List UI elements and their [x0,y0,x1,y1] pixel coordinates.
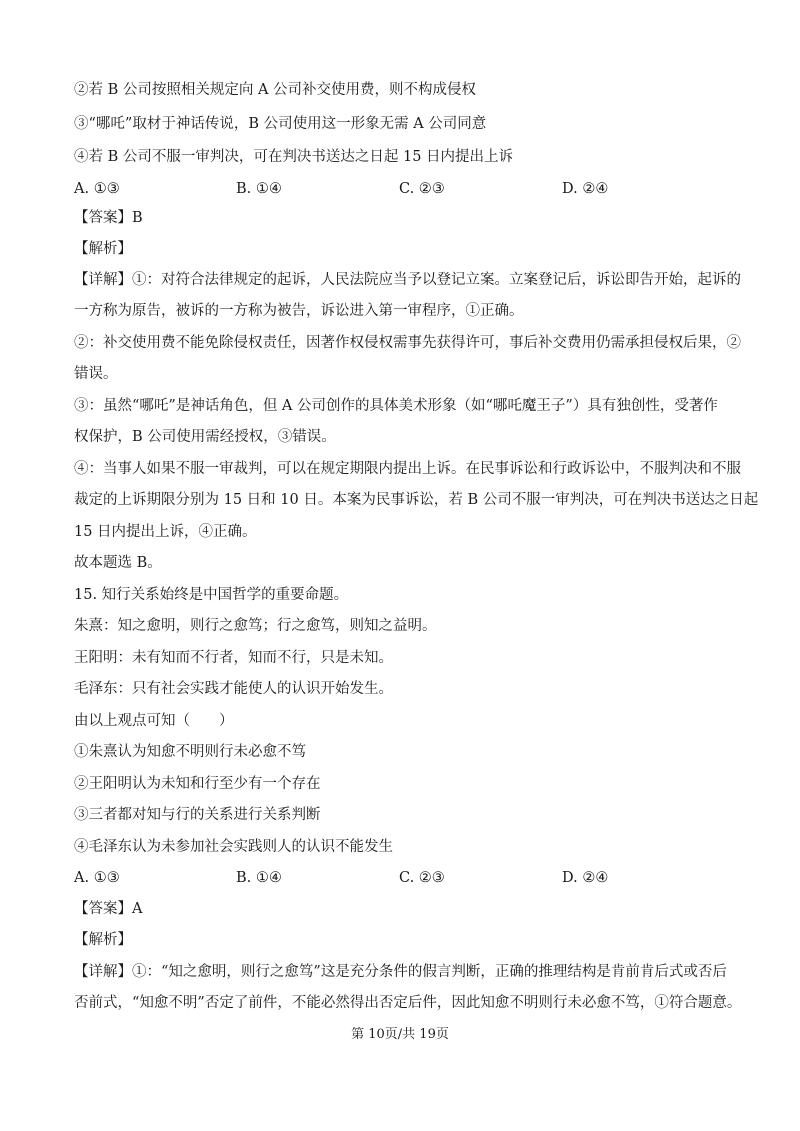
q14-explanation-line: 故本题选 B。 [74,555,162,571]
q14-explanation-line: 【详解】①：对符合法律规定的起诉，人民法院应当予以登记立案。立案登记后，诉讼即告开始，起诉的 [74,272,741,288]
q15-stem-line: 毛泽东：只有社会实践才能使人的认识开始发生。 [74,681,393,697]
q15-answer: 【答案】A [74,901,143,917]
q15-option-a: A. ①③ [74,870,120,886]
q15-item-4: ④毛泽东认为未参加社会实践则人的认识不能发生 [74,839,393,855]
q15-stem-line: 由以上观点可知（ ） [74,713,234,729]
q14-answer: 【答案】B [74,210,143,226]
q15-item-2: ②王阳明认为未知和行至少有一个存在 [74,776,321,792]
q14-option-b: B. ①④ [236,181,282,197]
q15-option-d: D. ②④ [562,870,609,886]
q15-stem-line: 朱熹：知之愈明，则行之愈笃；行之愈笃，则知之益明。 [74,618,437,634]
q14-explanation-line: ②：补交使用费不能免除侵权责任，因著作权侵权需事先获得许可，事后补交费用仍需承担侵权后果，② [74,335,741,351]
q15-explanation-line: 【详解】①：“知之愈明，则行之愈笃”这是充分条件的假言判断，正确的推理结构是肯前肯后式或否后 [74,964,727,980]
q14-option-d: D. ②④ [562,181,609,197]
q14-item-2: ②若 B 公司按照相关规定向 A 公司补交使用费，则不构成侵权 [74,82,477,98]
q15-explanation-line: 否前式，“知愈不明”否定了前件，不能必然得出否定后件，因此知愈不明则行未必愈不笃，①符合题意。 [74,995,742,1011]
q15-analysis-label: 【解析】 [74,932,132,948]
q14-explanation-line: 15 日内提出上诉，④正确。 [74,524,257,540]
q15-item-1: ①朱熹认为知愈不明则行未必愈不笃 [74,744,306,760]
q15-options [74,868,734,888]
q14-item-4: ④若 B 公司不服一审判决，可在判决书送达之日起 15 日内提出上诉 [74,149,514,165]
q15-stem-line: 15. 知行关系始终是中国哲学的重要命题。 [74,587,349,603]
q14-explanation-line: 错误。 [74,366,118,382]
q14-explanation-line: ③：虽然“哪吒”是神话角色，但 A 公司创作的具体美术形象（如“哪吒魔王子”）具有独创性，受著作 [74,398,718,414]
q14-explanation-line: 裁定的上诉期限分别为 15 日和 10 日。本案为民事诉讼，若 B 公司不服一审判决，可在判决书送达之日起 [74,492,759,508]
q14-option-a: A. ①③ [74,181,120,197]
q14-item-3: ③“哪吒”取材于神话传说，B 公司使用这一形象无需 A 公司同意 [74,116,487,132]
q14-options [74,179,734,199]
page-footer: 第 10页/共 19页 [351,1027,449,1042]
q14-analysis-label: 【解析】 [74,241,132,257]
q14-explanation-line: 一方称为原告，被诉的一方称为被告，诉讼进入第一审程序，①正确。 [74,303,524,319]
q14-option-c: C. ②③ [399,181,445,197]
q14-explanation-line: 权保护，B 公司使用需经授权，③错误。 [74,429,336,445]
q15-item-3: ③三者都对知与行的关系进行关系判断 [74,807,321,823]
q15-option-b: B. ①④ [236,870,282,886]
q14-explanation-line: ④：当事人如果不服一审裁判，可以在规定期限内提出上诉。在民事诉讼和行政诉讼中，不服判决和不服 [74,461,741,477]
q15-stem-line: 王阳明：未有知而不行者，知而不行，只是未知。 [74,650,393,666]
q15-option-c: C. ②③ [399,870,445,886]
